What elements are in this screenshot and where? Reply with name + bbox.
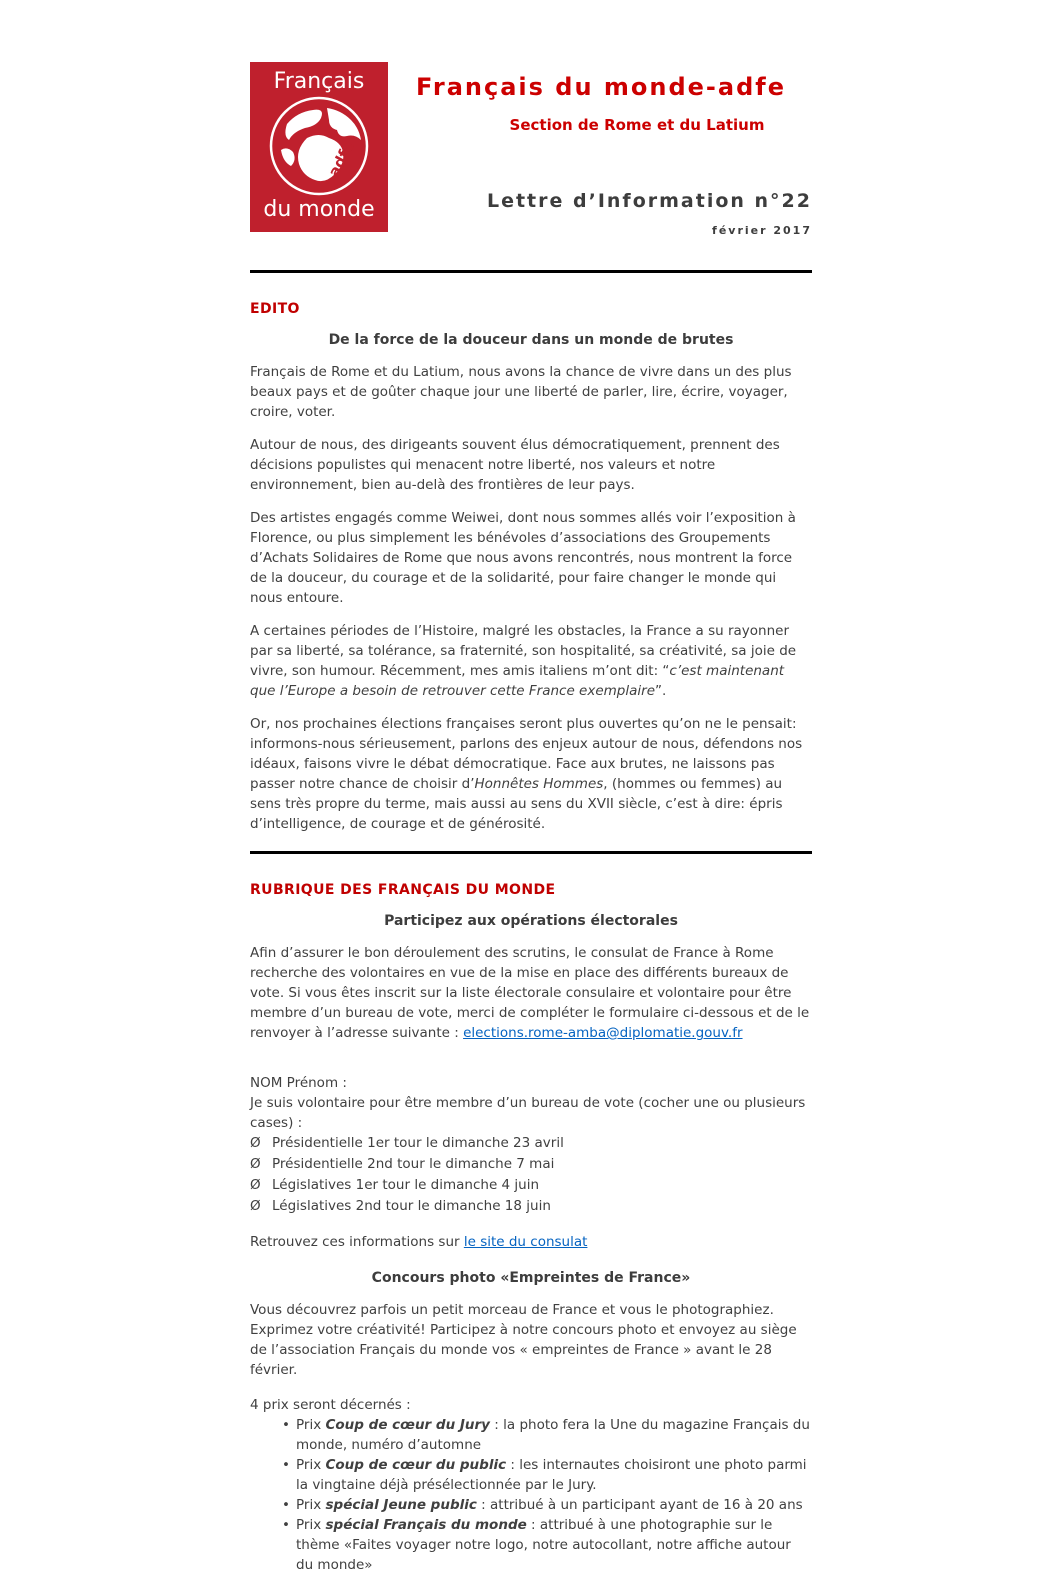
volunteer-form [250,1073,812,1217]
text-run: c’est maintenant que l’Europe a besoin de retrouver cette France exemplaire [250,663,785,699]
vote-option-label: Présidentielle 1er tour le dimanche 23 avril [272,1135,564,1151]
consulat-site-link[interactable]: le site du consulat [463,1234,588,1250]
bullet-icon: • [282,1457,290,1473]
header [250,62,812,238]
text-run: , (hommes ou femmes) au sens très propre du terme, mais aussi au sens du XVII siècle, c’est à dire: épris d’intelligence, de courage et de générosité. [250,776,783,832]
text-run: spécial Jeune public [325,1497,477,1513]
rubrique-title: Participez aux opérations électorales [384,913,678,929]
text-run: Français de Rome et du Latium, nous avons la chance de vivre dans un des plus beaux pays et de goûter chaque jour une liberté de parler, lire, écrire, voyager, croire, voter. [250,364,792,420]
bullet-icon: • [282,1497,290,1513]
prize-list-item [250,1495,812,1515]
text-run: spécial Français du monde [325,1517,527,1533]
vote-option-row [250,1196,812,1217]
vote-option-label: Présidentielle 2nd tour le dimanche 7 mai [272,1156,555,1172]
prize-list-item [250,1515,812,1575]
prize-text [296,1455,812,1495]
concours-title: Concours photo «Empreintes de France» [371,1270,691,1286]
text-run: : la photo fera la Une du magazine Français du monde, numéro d’automne [296,1417,810,1453]
globe-icon [267,94,371,198]
divider-middle [250,851,812,854]
edito-paragraph-3 [250,508,812,608]
text-run: Prix [296,1517,326,1533]
prize-list-item [250,1415,812,1455]
text-run: Autour de nous, des dirigeants souvent élus démocratiquement, prennent des décisions populistes qui menacent notre liberté, nos valeurs et notre environnement, bien au-delà des frontières de leur pays. [250,437,780,493]
text-run: : attribué à une photographie sur le thème «Faites voyager notre logo, notre autocollant, notre affiche autour du monde» [296,1517,791,1573]
checkbox-marker-icon: Ø [250,1156,261,1172]
edito-paragraph-4 [250,621,812,701]
bullet-icon: • [282,1417,290,1433]
checkbox-marker-icon: Ø [250,1177,261,1193]
retrouvez-line [250,1232,812,1252]
text-run: : les internautes choisiront une photo parmi la vingtaine déjà présélectionnée par le Jury. [296,1457,807,1493]
vote-option-label: Législatives 1er tour le dimanche 4 juin [272,1177,540,1193]
logo-text-top: Français [273,69,365,94]
prize-list-item [250,1455,812,1495]
checkbox-marker-icon: Ø [250,1135,261,1151]
form-name-line: NOM Prénom : [250,1075,347,1091]
rubrique-heading: RUBRIQUE DES FRANÇAIS DU MONDE [250,882,556,898]
text-run: : attribué à un participant ayant de 16 à 20 ans [476,1497,803,1513]
text-run: Coup de cœur du Jury [325,1417,490,1433]
vote-option-row [250,1133,812,1154]
prix-intro-line: 4 prix seront décernés : [250,1397,411,1413]
prize-text [296,1515,812,1575]
text-run: A certaines périodes de l’Histoire, malgré les obstacles, la France a su rayonner par sa liberté, sa tolérance, sa fraternité, son hospitalité, sa créativité, sa joie de vivre, son humour. Récemment, mes amis italiens m’ont dit: “ [250,623,797,679]
newsletter-title: Lettre d’Information n°22 [486,190,812,212]
prize-text [296,1415,812,1455]
text-run: Honnêtes Hommes [474,776,604,792]
rubrique-intro-paragraph [250,943,812,1043]
vote-option-row [250,1154,812,1175]
edito-paragraph-5 [250,714,812,834]
vote-option-label: Législatives 2nd tour le dimanche 18 juin [272,1198,551,1214]
form-volunteer-line: Je suis volontaire pour être membre d’un bureau de vote (cocher une ou plusieurs cases) : [250,1095,806,1131]
edito-title: De la force de la douceur dans un monde de brutes [328,332,734,348]
bullet-icon: • [282,1517,290,1533]
edito-paragraph-1 [250,362,812,422]
text-run: ”. [655,683,667,699]
email-link[interactable]: elections.rome-amba@diplomatie.gouv.fr [463,1025,743,1041]
newsletter-date: février 2017 [712,224,812,237]
section-subtitle: Section de Rome et du Latium [509,116,765,134]
concours-intro-paragraph: Vous découvrez parfois un petit morceau de France et vous le photographiez. Exprimez votre créativité! Participez à notre concours photo et envoyez au siège de l’association Français du monde vos « empreintes de France » avant le 28 février. [250,1302,797,1378]
checkbox-marker-icon: Ø [250,1198,261,1214]
logo-text-bottom: du monde [263,197,375,222]
org-title: Français du monde-adfe [416,73,786,101]
adfe-logo [250,62,388,232]
text-run: Coup de cœur du public [325,1457,507,1473]
text-run: Prix [296,1457,326,1473]
page-content [250,0,812,1575]
vote-option-row [250,1175,812,1196]
text-run: Prix [296,1417,326,1433]
header-titles [388,62,812,238]
divider-top [250,270,812,273]
text-run: Des artistes engagés comme Weiwei, dont nous sommes allés voir l’exposition à Florence, ou plus simplement les bénévoles d’associations des Groupements d’Achats Solidaires de Rome que nous avons rencontrés, nous montrent la force de la douceur, du courage et de la solidarité, pour faire changer le monde qui nous entoure. [250,510,796,606]
edito-heading: EDITO [250,301,300,317]
logo-globe-text: adfe [324,138,359,180]
prize-text [296,1495,812,1515]
text-run: Retrouvez ces informations sur [250,1234,464,1250]
text-run: Or, nos prochaines élections françaises seront plus ouvertes qu’on ne le pensait: informons-nous sérieusement, parlons des enjeux autour de nous, défendons nos idéaux, faisons vivre le débat démocratique. Face aux brutes, ne laissons pas passer notre chance de choisir d’ [250,716,803,792]
text-run: Prix [296,1497,326,1513]
edito-paragraph-2 [250,435,812,495]
text-run: Afin d’assurer le bon déroulement des scrutins, le consulat de France à Rome recherche des volontaires en vue de la mise en place des différents bureaux de vote. Si vous êtes inscrit sur la liste électorale consulaire et volontaire pour être membre d’un bureau de vote, merci de compléter le formulaire ci-dessous et de le renvoyer à l’adresse suivante : [250,945,810,1041]
